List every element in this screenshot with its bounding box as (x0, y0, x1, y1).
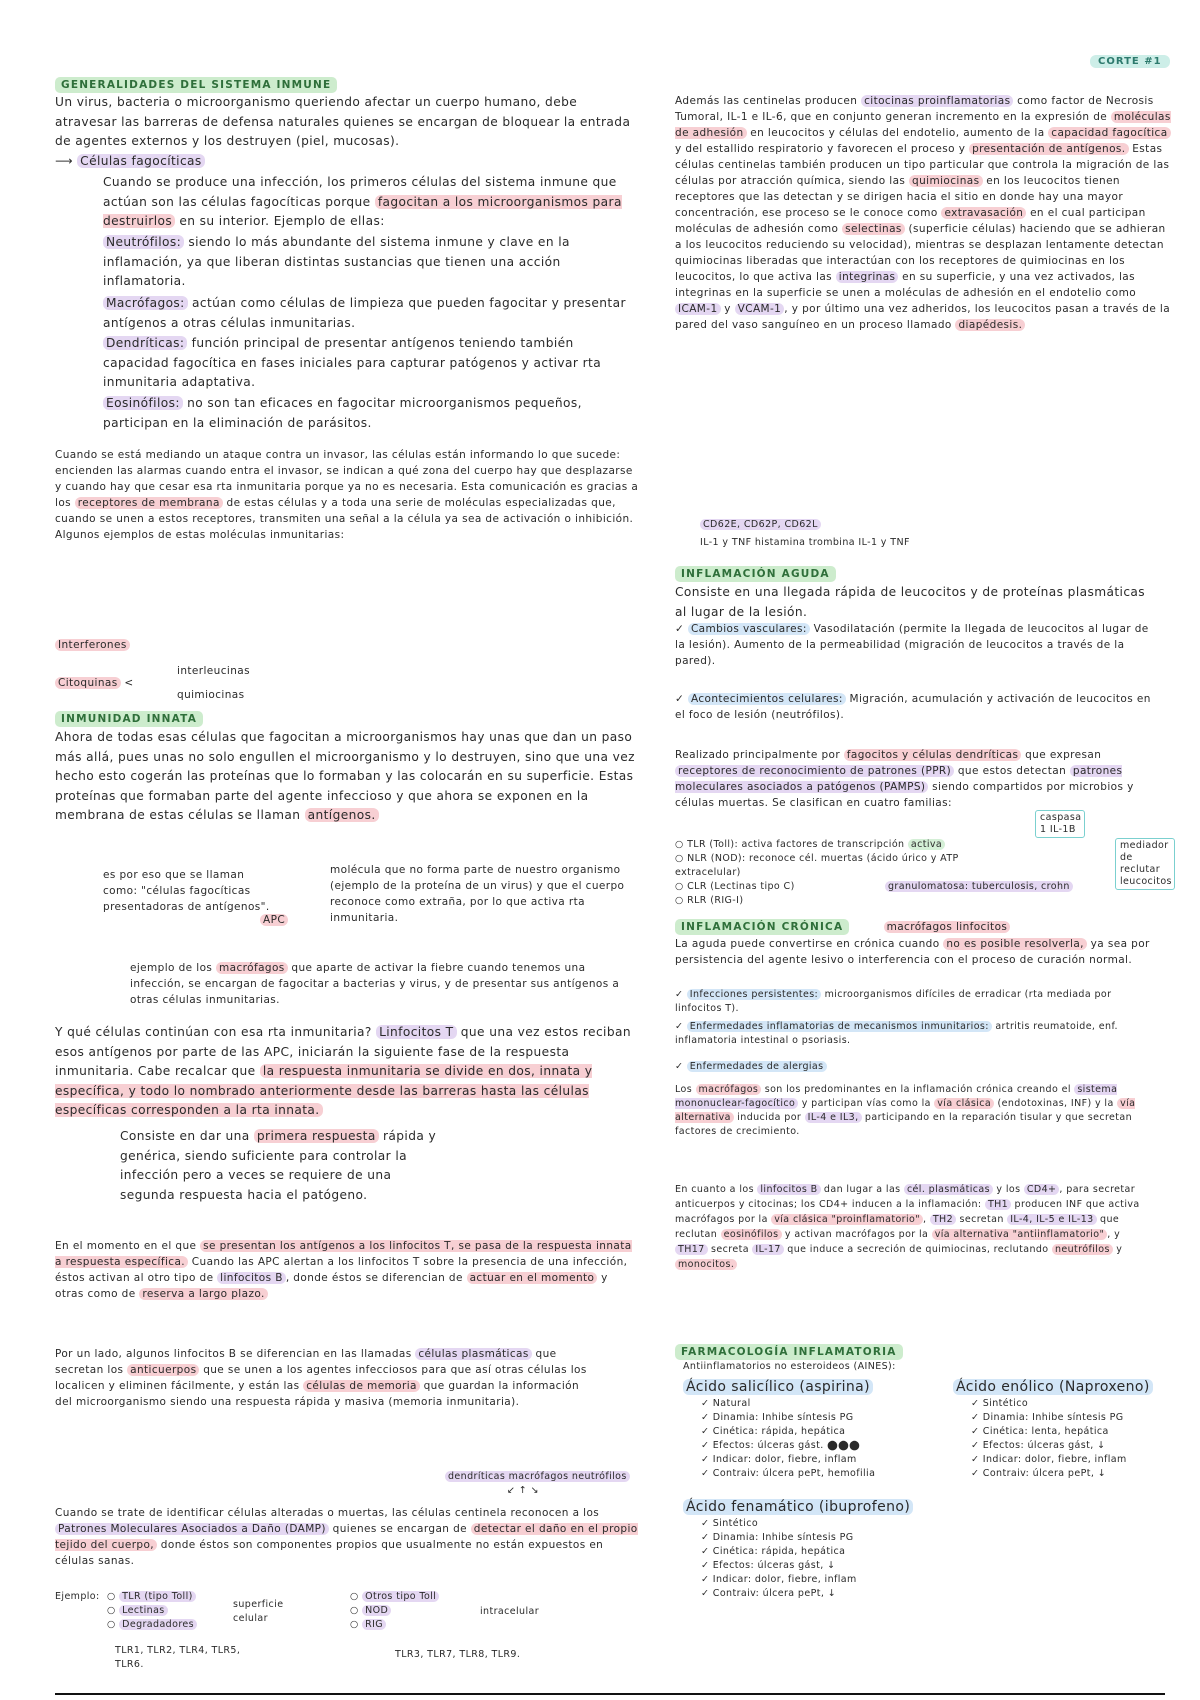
damp-text: Cuando se trate de identificar células alteradas o muertas, las células centinela reconocen a los (55, 1507, 600, 1519)
drug-item: ✓ Contraiv: úlcera pePt, hemofilia (701, 1468, 876, 1479)
actuar-highlight: actuar en el momento (467, 1272, 598, 1284)
drug-item: ✓ Cinética: rápida, hepática (701, 1546, 846, 1557)
citoquinas-label: Citoquinas (55, 677, 121, 689)
drug-item: ✓ Indicar: dolor, fiebre, inflam (971, 1454, 1127, 1465)
mononuclear-highlight: sistema mononuclear-fagocítico (675, 1084, 1118, 1109)
macro-cron-text-2: son los predominantes en la inflamación crónica creando el (761, 1084, 1075, 1095)
momento-text: En el momento en el que (55, 1240, 201, 1252)
memoria-highlight: células de memoria (303, 1380, 420, 1392)
aguda-paragraph: Consiste en una llegada rápida de leucocitos y de proteínas plasmáticas al lugar de la lesión. (675, 585, 1146, 619)
linfB-text-7: secretan (956, 1214, 1008, 1225)
fagociticas-highlight: fagocitan a los microorganismos para destruirlos (103, 194, 622, 228)
plasma-text-4: que guardan la información del microorganismo siendo una respuesta rápida y masiva (memoria inmunitaria). (55, 1380, 580, 1408)
damp-highlight: Patrones Moleculares Asociados a Daño (DAMP) (55, 1523, 329, 1535)
granulomatosa-label: granulomatosa: tuberculosis, crohn (885, 881, 1073, 892)
interferones-item (55, 637, 130, 653)
primera-respuesta-highlight: primera respuesta (254, 1129, 379, 1143)
linfB-text-9: y activan macrófagos por la (781, 1229, 932, 1240)
fenamatico-title: Ácido fenamático (ibuprofeno) (683, 1499, 913, 1515)
extravasacion-highlight: extravasación (941, 207, 1026, 219)
dendriticas-item (103, 334, 643, 393)
section-cronica (675, 917, 1010, 937)
detectar-highlight: detectar el daño en el propio tejido del cuerpo, (55, 1523, 638, 1551)
macro-cron-text: Los (675, 1084, 696, 1095)
drug-item: ✓ Efectos: úlceras gást, ↓ (701, 1560, 836, 1571)
plasma-text-2: que secretan los (55, 1348, 557, 1376)
via-clasica-highlight: vía clásica (934, 1098, 994, 1109)
intro-paragraph: Un virus, bacteria o microorganismo queriendo afectar un cuerpo humano, debe atravesar las barreras de defensa naturales quienes se encargan de bloquear la entrada de agentes externos y los destruyen (piel, mucosas). (55, 95, 631, 148)
macro-cron-highlight: macrófagos (696, 1084, 762, 1095)
antigenos-highlight: antígenos. (305, 808, 379, 822)
ejemplo-label: Ejemplo: (55, 1591, 100, 1602)
linfocitos-b-paragraph (675, 1182, 1155, 1272)
macro-cron-text-3: y participan vías como la (798, 1098, 935, 1109)
vcam-highlight: VCAM-1 (735, 303, 785, 315)
tlr-list-right: ○ Otros tipo Toll ○ NOD ○ RIG (350, 1590, 460, 1632)
tlr-list-1: TLR1, TLR2, TLR4, TLR5, TLR6. (115, 1645, 241, 1670)
centinelas-text-2: como factor de Necrosis Tumoral, IL-1 e IL-6, que en conjunto generan incremento en la expresión de (675, 95, 1154, 123)
momento-text-3: , donde éstos se diferencian de (285, 1272, 467, 1284)
fagocitos-highlight: fagocitos y células dendríticas (844, 749, 1022, 761)
rig-label: RIG (362, 1619, 386, 1630)
linfocitos-b-highlight: linfocitos B (217, 1272, 286, 1284)
eosinofilos-text: no son tan eficaces en fagocitar microorganismos pequeños, participan en la eliminación de parásitos. (103, 396, 582, 430)
heading-cronica: INFLAMACIÓN CRÓNICA (675, 919, 849, 935)
linfB-highlight-13: monocitos. (675, 1259, 737, 1270)
macrofagos-text: actúan como células de limpieza que pueden fagocitar y presentar antígenos a otras células inmunitarias. (103, 296, 626, 330)
linfB-highlight-10: TH17 (675, 1244, 708, 1255)
reserva-highlight: reserva a largo plazo. (139, 1288, 267, 1300)
ataque-paragraph (55, 447, 640, 543)
cronica-cells-highlight: macrófagos linfocitos (884, 921, 1011, 933)
plasmaticas-highlight: células plasmáticas (415, 1348, 531, 1360)
centinelas-text-8: (superficie células) haciendo que se adhieran a los leucocitos reduciendo su velocidad), mientras se desplazan lentamente detectan quimiocinas liberadas que interactúan con los receptores de quimiocinas en los leucocitos, lo que activa las (675, 223, 1166, 283)
centinelas-text-11: , y por último una vez adheridos, los leucocitos pasan a través de la pared del vaso sanguíneo en un proceso llamado (675, 303, 1171, 331)
citocinas-highlight: citocinas proinflamatorias (861, 95, 1013, 107)
otros-toll-label: Otros tipo Toll (362, 1591, 439, 1602)
salicilico-list (683, 1397, 923, 1481)
enolico-block (953, 1377, 1173, 1481)
damp-text-3: donde éstos son componentes propios que usualmente no están expuestos en células sanas. (55, 1539, 604, 1567)
icam-highlight: ICAM-1 (675, 303, 721, 315)
damp-cells (445, 1470, 630, 1484)
heading-innata: INMUNIDAD INNATA (55, 711, 203, 727)
drug-item: ✓ Dinamia: Inhibe síntesis PG (701, 1412, 854, 1423)
linf-q-text-2: que una vez estos reciban esos antígenos por parte de las APC, iniciarán la siguiente fase de la respuesta inmunitaria. Cabe recalcar que (55, 1025, 631, 1078)
fam-tlr: TLR (Toll): activa factores de transcripción (687, 839, 905, 850)
drug-item: ✓ Sintético (971, 1398, 1029, 1409)
cd-sub: IL-1 y TNF histamina trombina IL-1 y TNF (700, 537, 910, 548)
anticuerpos-highlight: anticuerpos (127, 1364, 199, 1376)
ataque-text-1: Cuando se está mediando un ataque contra un invasor, las células están informando lo que sucede: encienden las alarmas cuando entra el invasor, se indican a qué zona del cuerpo hay que desplazarse y cuando hay que cesar esa rta inmunitaria porque ya no es necesaria. Esta comunicación es gracias a los (55, 449, 639, 509)
acontecimientos-label: Acontecimientos celulares: (688, 693, 846, 705)
section-innata (55, 709, 203, 729)
alergias-item: ✓ Enfermedades de alergias (675, 1060, 827, 1074)
macro-cron-text-4: (endotoxinas, INF) y la (994, 1098, 1118, 1109)
damp-cells-label: dendríticas macrófagos neutrófilos (445, 1471, 630, 1482)
fam-rlr: RLR (RIG-I) (687, 895, 744, 906)
respuesta-highlight: la respuesta inmunitaria se divide en dos, innata y específica, y todo lo nombrado anteriormente desde las barreras hasta las células específicas corresponden a la rta innata. (55, 1064, 593, 1117)
intracelular-label: intracelular (480, 1606, 540, 1617)
fagociticas-paragraph (103, 173, 643, 232)
pamps-highlight: patrones moleculares asociados a patógenos (PAMPS) (675, 765, 1123, 793)
macrofagos-item (103, 294, 643, 333)
linfocitos-paragraph (55, 1023, 640, 1121)
centinelas-text-1: Además las centinelas producen (675, 95, 862, 107)
linf-q-text: Y qué células continúan con esa rta inmunitaria? (55, 1025, 377, 1039)
consiste-text-2: rápida y genérica, siendo suficiente para controlar la infección pero a veces se requiere de una segunda respuesta hacia el patógeno. (120, 1129, 437, 1202)
realizado-text-2: que expresan (1021, 749, 1102, 761)
ataque-text-2: de estas células y a toda una serie de moléculas especializadas que, cuando se unen a estos receptores, transmiten una señal a la célula ya sea de activación o inhibición. Algunos ejemplos de estas moléculas inmunitarias: (55, 497, 634, 541)
drug-item: ✓ Cinética: lenta, hepática (971, 1426, 1109, 1437)
macro-cronica-paragraph (675, 1083, 1155, 1139)
drug-item: ✓ Cinética: rápida, hepática (701, 1426, 846, 1437)
linfB-text-3: y los (992, 1184, 1024, 1195)
damp-text-2: quienes se encargan de (328, 1523, 471, 1535)
realizado-text-4: siendo compartidos por microbios y células muertas. Se clasifican en cuatro familias: (675, 781, 1134, 809)
linfB-text-5: producen INF que activa macrófagos por la (675, 1199, 1140, 1225)
bottom-rule (55, 1693, 1165, 1695)
fam-nlr: NLR (NOD): reconoce cél. muertas (ácido úrico y ATP extracelular) (675, 853, 959, 878)
drug-item: ✓ Contraiv: úlcera pePt, ↓ (701, 1588, 837, 1599)
quimiocinas-label: quimiocinas (177, 689, 245, 701)
damp-paragraph (55, 1505, 640, 1569)
linfB-text-10: , y (1107, 1229, 1121, 1240)
linfB-text-4: , para secretar anticuerpos y citocinas; los CD4+ inducen a la inflamación: (675, 1184, 1136, 1210)
granulomatosa-item (885, 880, 1135, 894)
alergias-label: Enfermedades de alergias (687, 1061, 827, 1072)
antigeno-definition: molécula que no forma parte de nuestro organismo (ejemplo de la proteína de un virus) y que el cuerpo reconoce como extraña, por lo que activa rta inmunitaria. (330, 864, 625, 924)
damp-arrows-icon: ↙ ↑ ↘ (507, 1485, 539, 1496)
enolico-title: Ácido enólico (Naproxeno) (953, 1379, 1153, 1395)
fagociticas-label: Células fagocíticas (77, 154, 205, 168)
tlr-toll-label: TLR (tipo Toll) (119, 1591, 196, 1602)
cronica-text-2: ya sea por persistencia del agente lesivo o interferencia con el proceso de curación normal. (675, 938, 1150, 966)
realizado-text: Realizado principalmente por (675, 749, 844, 761)
linfB-highlight-9: vía alternativa "antiinflamatorio" (932, 1229, 1108, 1240)
linfB-text-8: que reclutan (675, 1214, 1120, 1240)
eosinofilos-item (103, 394, 643, 433)
momento-text-4: y otras como de (55, 1272, 608, 1300)
quimiocinas-highlight: quimiocinas (909, 175, 982, 187)
linfB-text-13: y (1112, 1244, 1123, 1255)
mediador-label: mediador de reclutar leucocitos (1115, 838, 1175, 890)
macrofagos-example (130, 960, 640, 1008)
linfB-highlight-1: linfocitos B (757, 1184, 820, 1195)
acontecimientos-text: Migración, acumulación y activación de leucocitos en el foco de lesión (neutrófilos). (675, 693, 1151, 721)
linfB-highlight-12: neutrófilos (1052, 1244, 1113, 1255)
drug-item: ✓ Indicar: dolor, fiebre, inflam (701, 1454, 857, 1465)
neutrofilos-item (103, 233, 643, 292)
dendriticas-label: Dendríticas: (103, 336, 187, 350)
fagociticas-text: Cuando se produce una infección, los primeros células del sistema inmune que actúan son las células fagocíticas porque (103, 175, 617, 209)
drug-item: ✓ Efectos: úlceras gást, ↓ (971, 1440, 1106, 1451)
diapedesis-highlight: diapédesis. (955, 319, 1025, 331)
il4-highlight: IL-4 e IL3, (805, 1112, 862, 1123)
centinelas-text-3: en leucocitos y células del endotelio, aumento de la (746, 127, 1049, 139)
activa-label: activa (908, 839, 945, 850)
corte-badge: CORTE #1 (1090, 55, 1170, 68)
ppr-highlight: receptores de reconocimiento de patrones (PPR) (675, 765, 954, 777)
drug-item: ✓ Indicar: dolor, fiebre, inflam (701, 1574, 857, 1585)
realizado-paragraph (675, 747, 1155, 811)
dendriticas-text: función principal de presentar antígenos teniendo también capacidad fagocítica en fases iniciales para capturar patógenos y activar rta inmunitaria adaptativa. (103, 336, 602, 389)
fenamatico-list (683, 1517, 943, 1601)
familias-list: ○ TLR (Toll): activa factores de transcripción activa ○ NLR (NOD): reconoce cél. muertas (ácido úrico y ATP extracelular) ○ CLR (Lectinas tipo C) ○ RLR (RIG-I) (675, 839, 959, 906)
linfocitos-t-highlight: Linfocitos T (376, 1025, 456, 1039)
innata-text: Ahora de todas esas células que fagocitan a microorganismos hay unas que dan un paso más allá, pues unas no solo engullen el microorganismo y lo destruyen, sino que una vez hecho esto cogerán las proteínas que lo formaban y las colocarán en su superficie. Estas proteínas que formaban parte del agente infeccioso y que ahora se exponen en la membrana de estas células se llaman (55, 730, 635, 822)
apc-text: es por eso que se llaman como: "células fagocíticas presentadoras de antígenos". (103, 869, 270, 913)
linfB-highlight-4: TH1 (985, 1199, 1011, 1210)
plasma-text-3: que se unen a los agentes infecciosos para que así otras células los localicen y eliminen fácilmente, y están las (55, 1364, 587, 1392)
adhesion-highlight: moléculas de adhesión (675, 111, 1171, 139)
section-farma (675, 1342, 903, 1362)
innata-paragraph (55, 728, 640, 826)
drug-item: ✓ Contraiv: úlcera pePt, ↓ (971, 1468, 1107, 1479)
drug-item: ✓ Natural (701, 1398, 751, 1409)
centinelas-text-9: en su superficie, y una vez activados, las integrinas en la superficie se unen a moléculas de adhesión en el endotelio como (675, 271, 1137, 299)
neutrofilos-text: siendo lo más abundante del sistema inmune y clave en la inflamación, ya que liberan distintas sustancias que tienen una acción inflamatoria. (103, 235, 570, 288)
aines-label: Antiinflamatorios no esteroideos (AINES): (683, 1361, 896, 1372)
linfB-highlight-11: IL-17 (752, 1244, 783, 1255)
linfB-highlight-3: CD4+ (1024, 1184, 1060, 1195)
drug-item: ✓ Efectos: úlceras gást. ⬤⬤⬤ (701, 1440, 861, 1451)
heading-aguda: INFLAMACIÓN AGUDA (675, 566, 836, 582)
interleucinas-label: interleucinas (177, 665, 250, 677)
linfB-highlight-6: TH2 (930, 1214, 956, 1225)
infecciones-item: ✓ Infecciones persistentes: microorganismos difíciles de erradicar (rta mediada por linfocitos T). (675, 989, 1112, 1014)
centinelas-text-6: en los leucocitos tienen receptores que las detectan y se dirigen hacia el sitio en donde hay una mayor concentración, ese proceso se le conoce como (675, 175, 1124, 219)
enfermedades-label: Enfermedades inflamatorias de mecanismos inmunitarios: (687, 1021, 992, 1032)
selectinas-highlight: selectinas (842, 223, 905, 235)
plasmaticas-paragraph (55, 1346, 595, 1410)
centinelas-text-4: y del estallido respiratorio y favorecen el proceso y (675, 143, 970, 155)
cd-list (700, 518, 821, 532)
enolico-list (953, 1397, 1173, 1481)
caspasa-box (1035, 810, 1085, 838)
momento-highlight-1: se presentan los antígenos a los linfocitos T, se pasa de la respuesta innata a respuesta específica. (55, 1240, 632, 1268)
apc-badge (260, 912, 288, 928)
fam-clr: CLR (Lectinas tipo C) (687, 881, 795, 892)
centinelas-text-10: y (720, 303, 735, 315)
linfB-highlight-8: eosinófilos (721, 1229, 782, 1240)
heading-generalidades: GENERALIDADES DEL SISTEMA INMUNE (55, 77, 337, 93)
section-generalidades (55, 75, 337, 95)
macro-cron-text-6: participando en la reparación tisular y que secretan factores de crecimiento. (675, 1112, 1133, 1137)
cronica-paragraph (675, 936, 1155, 968)
macro-ej-text-2: que aparte de activar la fiebre cuando tenemos una infección, se encargan de fagocitar a bacterias y virus, y de presentar sus antígenos a otras células inmunitarias. (130, 962, 620, 1006)
enfermedades-item: ✓ Enfermedades inflamatorias de mecanismos inmunitarios: artritis reumatoide, enf. inflamatoria intestinal o psoriasis. (675, 1021, 1118, 1046)
centinelas-text-7: en el cual participan moléculas de adhesión como (675, 207, 1146, 235)
consiste-paragraph (120, 1127, 440, 1205)
centinelas-paragraph (675, 93, 1175, 333)
drug-item: ✓ Sintético (701, 1518, 759, 1529)
superficie-celular-label: superficie celular (233, 1599, 284, 1624)
cronica-text: La aguda puede convertirse en crónica cuando (675, 938, 944, 950)
realizado-text-3: que estos detectan (954, 765, 1070, 777)
apc-label: APC (260, 914, 288, 926)
degradadores-label: Degradadores (119, 1619, 197, 1630)
cambios-text: Vasodilatación (permite la llegada de leucocitos al lugar de la lesión). Aumento de la permeabilidad (migración de leucocitos a través de la pared). (675, 623, 1149, 667)
fagociticas-line (55, 152, 205, 172)
macro-ej-highlight: macrófagos (216, 962, 288, 974)
momento-paragraph (55, 1238, 640, 1302)
arrow-icon: ⟶ (55, 154, 78, 168)
caspasa-label: caspasa 1 IL-1B (1035, 810, 1085, 838)
linfB-text-11: secreta (707, 1244, 753, 1255)
linfB-highlight-2: cél. plasmáticas (904, 1184, 993, 1195)
lectinas-label: Lectinas (119, 1605, 168, 1616)
momento-text-2: Cuando las APC alertan a los linfocitos T sobre la presencia de una infección, éstos activan al otro tipo de (55, 1256, 628, 1284)
tlr-list-left: ○ TLR (tipo Toll) ○ Lectinas ○ Degradadores (107, 1590, 217, 1632)
via-alternativa-highlight: vía alternativa (675, 1098, 1136, 1123)
infecciones-text: microorganismos difíciles de erradicar (rta mediada por linfocitos T). (675, 989, 1112, 1014)
macro-cron-text-5: inducida por (733, 1112, 805, 1123)
cambios-item: ✓ Cambios vasculares: Vasodilatación (permite la llegada de leucocitos al lugar de la lesión). Aumento de la permeabilidad (migración de leucocitos a través de la pared). (675, 623, 1149, 667)
linfB-text-2: dan lugar a las (820, 1184, 904, 1195)
fagociticas-text-2: en su interior. Ejemplo de ellas: (175, 214, 385, 228)
linfB-text-12: que induce a secreción de quimiocinas, reclutando (783, 1244, 1052, 1255)
consiste-text: Consiste en dar una (120, 1129, 254, 1143)
presentacion-highlight: presentación de antígenos. (969, 143, 1128, 155)
linfB-highlight-7: IL-4, IL-5 e IL-13 (1007, 1214, 1096, 1225)
interferones-label: Interferones (55, 639, 130, 651)
resolverla-highlight: no es posible resolverla, (943, 938, 1087, 950)
cd-list-label: CD62E, CD62P, CD62L (700, 519, 821, 530)
macrofagos-label: Macrófagos: (103, 296, 188, 310)
nod-label: NOD (362, 1605, 391, 1616)
tlr-list-2: TLR3, TLR7, TLR8, TLR9. (395, 1649, 521, 1660)
infecciones-label: Infecciones persistentes: (687, 989, 821, 1000)
ataque-highlight: receptores de membrana (75, 497, 223, 509)
neutrofilos-label: Neutrófilos: (103, 235, 184, 249)
cambios-label: Cambios vasculares: (688, 623, 810, 635)
enfermedades-text: artritis reumatoide, enf. inflamatoria intestinal o psoriasis. (675, 1021, 1118, 1046)
macro-ej-text: ejemplo de los (130, 962, 217, 974)
linfB-text-6: , (923, 1214, 930, 1225)
fagocitica-highlight: capacidad fagocítica (1048, 127, 1170, 139)
salicilico-block (683, 1377, 923, 1481)
branch-icon: < (124, 677, 134, 689)
citoquinas-item (55, 675, 134, 691)
linfB-text-1: En cuanto a los (675, 1184, 758, 1195)
integrinas-highlight: integrinas (836, 271, 899, 283)
linfB-highlight-5: vía clásica "proinflamatorio" (771, 1214, 923, 1225)
section-aguda (675, 564, 836, 584)
heading-farma: FARMACOLOGÍA INFLAMATORIA (675, 1344, 903, 1360)
acontecimientos-item: ✓ Acontecimientos celulares: Migración, acumulación y activación de leucocitos en el foco de lesión (neutrófilos). (675, 693, 1151, 721)
salicilico-title: Ácido salicílico (aspirina) (683, 1379, 873, 1395)
eosinofilos-label: Eosinófilos: (103, 396, 183, 410)
centinelas-text-5: Estas células centinelas también producen un tipo particular que controla la migración de las células por atracción química, siendo las (675, 143, 1170, 187)
fenamatico-block (683, 1497, 943, 1601)
plasma-text: Por un lado, algunos linfocitos B se diferencian en las llamadas (55, 1348, 416, 1360)
drug-item: ✓ Dinamia: Inhibe síntesis PG (701, 1532, 854, 1543)
drug-item: ✓ Dinamia: Inhibe síntesis PG (971, 1412, 1124, 1423)
